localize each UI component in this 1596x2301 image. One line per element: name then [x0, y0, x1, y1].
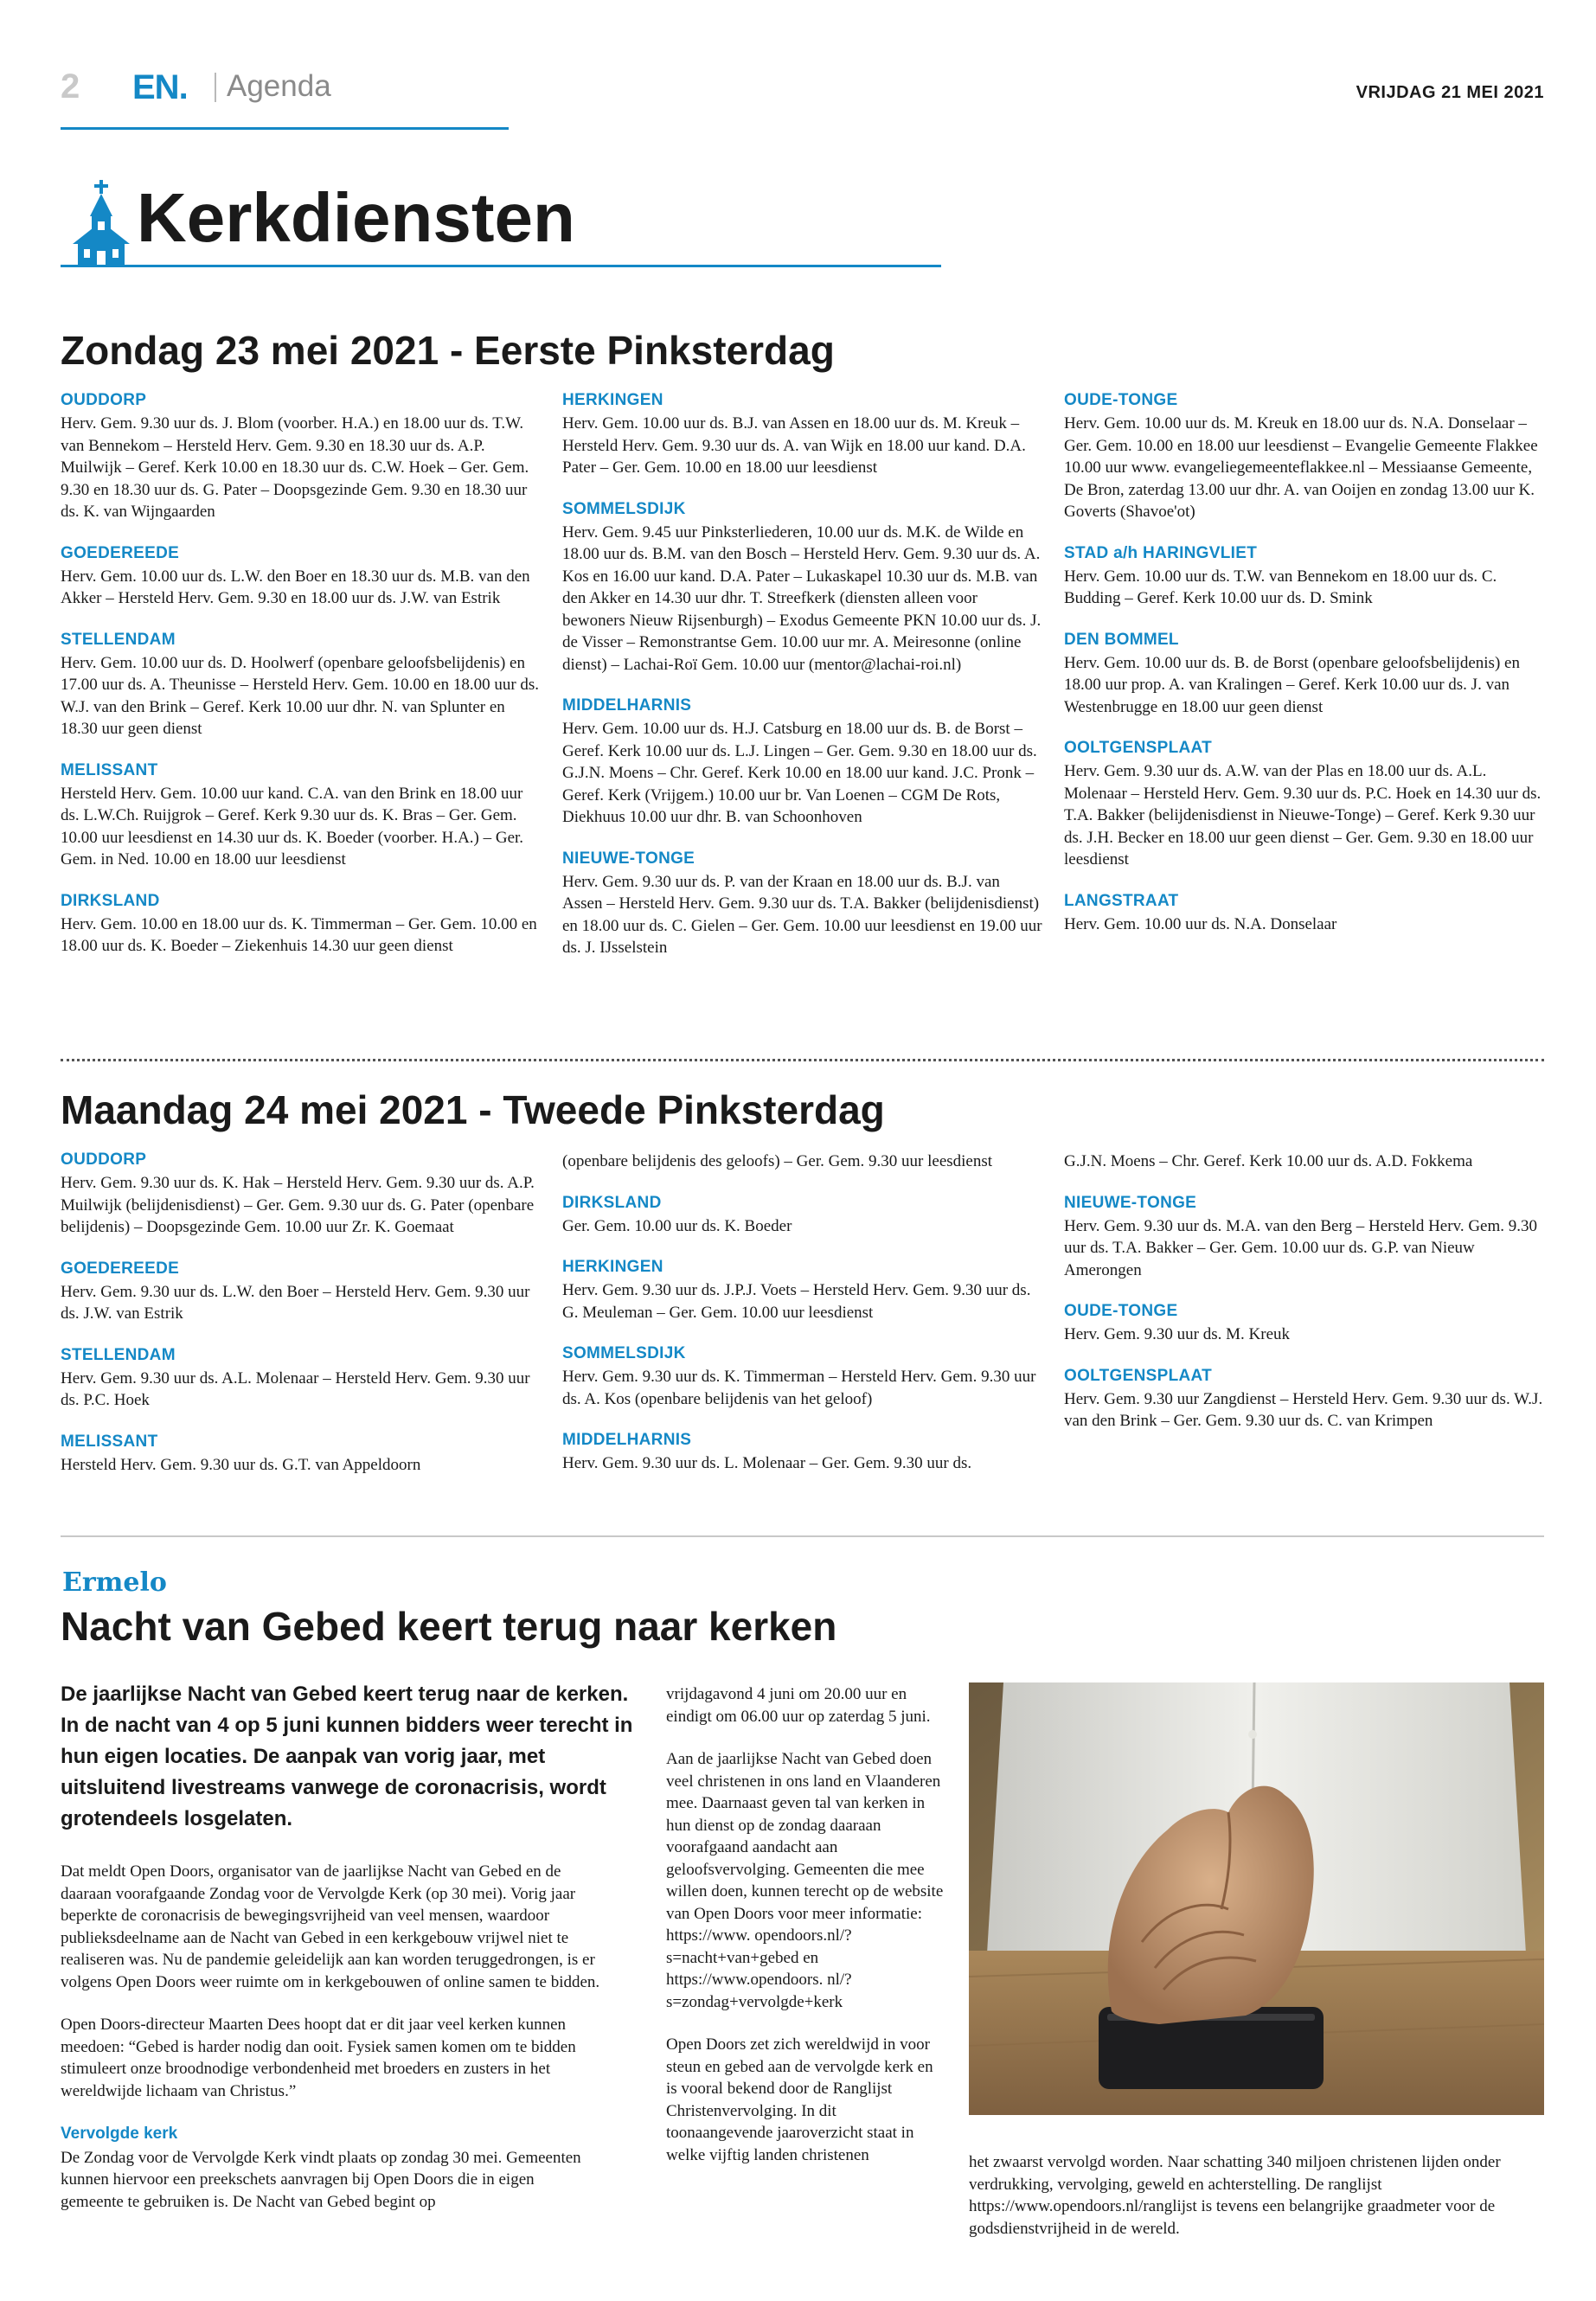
article-column-3: het zwaarst vervolgd worden. Naar schatting 340 miljoen christenen lijden onder verdrukking, vervolging, geweld en achterstelling. De ranglijst https://www.opendoors.nl/ranglijst is tevens een belangrijke graadmeter voor de godsdienstvrijheid in de wereld. — [969, 2153, 1501, 2238]
service-text: Herv. Gem. 10.00 uur ds. L.W. den Boer en 18.30 uur ds. M.B. van den Akker – Hersteld Herv. Gem. 9.30 en 18.00 uur ds. J.W. van Estrik — [61, 567, 530, 607]
service-text: Herv. Gem. 9.30 uur ds. A.L. Molenaar – Hersteld Herv. Gem. 9.30 uur ds. P.C. Hoek — [61, 1368, 530, 1409]
service-entry — [61, 1259, 541, 1325]
service-text: Herv. Gem. 10.00 uur ds. T.W. van Bennekom en 18.00 uur ds. C. Budding – Geref. Kerk 10.00 uur ds. D. Smink — [1064, 567, 1497, 607]
article-paragraph: Aan de jaarlijkse Nacht van Gebed doen veel christenen in ons land en Vlaanderen mee. Daarnaast geven tal van kerken in hun dienst op de zondag daaraan voorafgaand aandacht aan geloofsvervolging. Gemeenten die mee willen doen, kunnen terecht op de website van Open Doors voor meer informatie: https://www. opendoors.nl/?s=nacht+van+gebed en https://www.opendoors. nl/?s=zondag+vervolgde+kerk — [666, 1750, 944, 2011]
issue-date: VRIJDAG 21 MEI 2021 — [1356, 83, 1544, 102]
section-label: Agenda — [227, 69, 331, 103]
service-text: Herv. Gem. 10.00 en 18.00 uur ds. K. Timmerman – Ger. Gem. 10.00 en 18.00 uur ds. K. Boeder – Ziekenhuis 14.30 uur geen dienst — [61, 914, 537, 955]
service-text: Herv. Gem. 10.00 uur ds. N.A. Donselaar — [1064, 914, 1337, 933]
service-entry — [562, 500, 1042, 676]
place-name: MELISSANT — [61, 1432, 158, 1451]
service-text: (openbare belijdenis des geloofs) – Ger. Gem. 9.30 uur leesdienst — [562, 1152, 993, 1170]
monday-heading: Maandag 24 mei 2021 - Tweede Pinksterdag — [61, 1087, 885, 1132]
service-entry — [562, 696, 1042, 829]
place-name: MIDDELHARNIS — [562, 696, 692, 715]
article-subheading: Vervolgde kerk — [61, 2125, 178, 2143]
service-entry — [1064, 391, 1544, 523]
place-name: GOEDEREEDE — [61, 543, 180, 562]
header-rule — [61, 127, 509, 130]
sunday-column-1 — [61, 391, 541, 978]
place-name: NIEUWE-TONGE — [1064, 1193, 1197, 1212]
service-entry — [1064, 892, 1544, 936]
place-name: STELLENDAM — [61, 1345, 176, 1364]
article-column-2 — [666, 1683, 945, 2187]
service-entry — [562, 849, 1042, 959]
place-name: SOMMELSDIJK — [562, 1344, 686, 1362]
monday-column-1 — [61, 1150, 541, 1497]
service-text: Herv. Gem. 10.00 uur ds. M. Kreuk en 18.00 uur ds. N.A. Donselaar – Ger. Gem. 10.00 en 18.00 uur leesdienst – Evangelie Gemeente Flakkee 10.00 uur www. evangeliegemeenteflakkee.nl – Messiaanse Gemeente, De Bron, zaterdag 13.00 uur dhr. A. van Ooijen en zondag 13.00 uur K. Goverts (Shavoe'ot) — [1064, 414, 1538, 521]
service-entry — [61, 631, 541, 740]
service-entry — [1064, 1302, 1544, 1346]
place-name: MELISSANT — [61, 760, 158, 779]
place-name: STELLENDAM — [61, 630, 176, 649]
article-column-1 — [61, 1861, 601, 2234]
service-entry — [61, 761, 541, 871]
service-entry — [61, 391, 541, 523]
monday-column-2 — [562, 1150, 1042, 1496]
place-name: NIEUWE-TONGE — [562, 849, 695, 868]
article-paragraph: Dat meldt Open Doors, organisator van de jaarlijkse Nacht van Gebed en de daaraan voorafgaande Zondag voor de Vervolgde Kerk (op 30 mei). Vorig jaar beperkte de coronacrisis de bewegingsvrijheid van veel mensen, waardoor publieksdeelname aan de Nacht van Gebed in een kerkgebouw vrijwel niet te realiseren was. Nu de pandemie geleidelijk aan kan worden teruggedrongen, is er volgens Open Doors weer ruimte om in kerkgebouwen of online samen te bidden. — [61, 1862, 600, 1991]
sunday-column-3 — [1064, 391, 1544, 956]
service-text: Herv. Gem. 10.00 uur ds. B.J. van Assen en 18.00 uur ds. M. Kreuk – Hersteld Herv. Gem. 9.30 uur ds. A. van Wijk en 18.00 uur kand. D.A. Pater – Ger. Gem. 10.00 en 18.00 uur leesdienst — [562, 414, 1026, 477]
service-entry — [1064, 1367, 1544, 1433]
service-text: Herv. Gem. 9.30 uur ds. P. van der Kraan en 18.00 uur ds. B.J. van Assen – Hersteld Herv. Gem. 9.30 uur ds. T.A. Bakker (belijdenisdienst) en 18.00 uur ds. C. Gielen – Ger. Gem. 10.00 uur leesdienst en 19.00 uur ds. J. IJsselstein — [562, 872, 1042, 957]
place-name: DIRKSLAND — [562, 1193, 662, 1212]
place-name: OUDDORP — [61, 391, 147, 409]
service-entry — [562, 1150, 1042, 1173]
service-entry — [61, 544, 541, 610]
sunday-column-2 — [562, 391, 1042, 980]
place-name: STAD a/h HARINGVLIET — [1064, 543, 1258, 562]
place-name: DIRKSLAND — [61, 891, 160, 910]
article-divider — [61, 1535, 1544, 1537]
article-paragraph: Open Doors-directeur Maarten Dees hoopt dat er dit jaar veel kerken kunnen meedoen: “Gebed is harder nodig dan ooit. Fysiek samen komen om te bidden stimuleert onze broodnodige verbondenheid met broeders en zusters in het wereldwijde lichaam van Christus.” — [61, 2016, 576, 2100]
article-paragraph: De Zondag voor de Vervolgde Kerk vindt plaats op zondag 30 mei. Gemeenten kunnen hiervoor een preekschets aanvragen bij Open Doors die in eigen gemeente te gebruiken is. De Nacht van Gebed begint op — [61, 2148, 581, 2211]
service-entry — [61, 1346, 541, 1412]
header-separator — [215, 73, 216, 102]
title-rule — [61, 265, 941, 267]
service-text: Herv. Gem. 9.30 uur ds. A.W. van der Plas en 18.00 uur ds. A.L. Molenaar – Hersteld Herv. Gem. 9.30 uur ds. P.C. Hoek en 14.30 uur ds. T.A. Bakker (belijdenisdienst in Nieuwe-Tonge) – Geref. Kerk 9.30 uur ds. J.H. Becker en 18.00 uur geen dienst – Ger. Gem. 9.30 en 18.00 uur leesdienst — [1064, 762, 1542, 868]
brand-logo: EN. — [132, 68, 188, 106]
article-headline: Nacht van Gebed keert terug naar kerken — [61, 1604, 837, 1649]
praying-hands-photo — [969, 1682, 1544, 2115]
page-title: Kerkdiensten — [137, 179, 575, 256]
page-number: 2 — [61, 67, 80, 106]
sunday-heading: Zondag 23 mei 2021 - Eerste Pinksterdag — [61, 328, 835, 373]
service-entry — [1064, 1150, 1544, 1173]
service-entry — [562, 391, 1042, 479]
service-text: Herv. Gem. 10.00 uur ds. B. de Borst (openbare geloofsbelijdenis) en 18.00 uur prop. A. van Kralingen – Geref. Kerk 10.00 uur ds. J. van Westenbrugge en 18.00 uur geen dienst — [1064, 653, 1520, 716]
church-icon — [71, 180, 131, 270]
service-entry — [562, 1194, 1042, 1238]
monday-column-3 — [1064, 1150, 1544, 1453]
service-entry — [562, 1258, 1042, 1324]
service-entry — [1064, 1194, 1544, 1282]
service-entry — [1064, 544, 1544, 610]
place-name: OUDDORP — [61, 1150, 147, 1169]
service-entry — [61, 1150, 541, 1239]
place-name: MIDDELHARNIS — [562, 1431, 692, 1449]
place-name: OOLTGENSPLAAT — [1064, 739, 1213, 757]
place-name: SOMMELSDIJK — [562, 499, 686, 518]
service-text: Herv. Gem. 9.30 uur ds. J. Blom (voorber. H.A.) en 18.00 uur ds. T.W. van Bennekom – Hersteld Herv. Gem. 9.30 en 18.30 uur ds. A.P. Muilwijk – Geref. Kerk 10.00 en 18.30 uur ds. C.W. Hoek – Ger. Gem. 9.30 en 18.30 uur ds. G. Pater – Doopsgezinde Gem. 9.30 en 18.30 uur ds. K. van Wijngaarden — [61, 414, 529, 521]
dotted-divider — [61, 1059, 1544, 1061]
service-text: Hersteld Herv. Gem. 10.00 uur kand. C.A. van den Brink en 18.00 uur ds. L.W.Ch. Ruijgrok – Geref. Kerk 9.30 uur ds. K. Bras – Ger. Gem. 10.00 uur leesdienst en 14.30 uur ds. K. Boeder (voorber. H.A.) – Ger. Gem. in Ned. 10.00 en 18.00 uur leesdienst — [61, 784, 524, 868]
service-text: Herv. Gem. 9.30 uur ds. L.W. den Boer – Hersteld Herv. Gem. 9.30 uur ds. J.W. van Estrik — [61, 1282, 530, 1323]
article-lead: De jaarlijkse Nacht van Gebed keert terug naar de kerken. In de nacht van 4 op 5 juni kunnen bidders weer terecht in hun eigen locaties. De aanpak van vorig jaar, met uitsluitend livestreams vanwege de coronacrisis, wordt grotendeels losgelaten. — [61, 1682, 633, 1830]
service-text: Herv. Gem. 9.30 uur Zangdienst – Hersteld Herv. Gem. 9.30 uur ds. W.J. van den Brink – Ger. Gem. 9.30 uur ds. C. van Krimpen — [1064, 1389, 1543, 1430]
place-name: GOEDEREEDE — [61, 1259, 180, 1278]
service-text: Hersteld Herv. Gem. 9.30 uur ds. G.T. van Appeldoorn — [61, 1455, 421, 1474]
service-text: Ger. Gem. 10.00 uur ds. K. Boeder — [562, 1216, 792, 1235]
article-kicker: Ermelo — [62, 1567, 167, 1598]
service-text: Herv. Gem. 9.30 uur ds. M.A. van den Berg – Hersteld Herv. Gem. 9.30 uur ds. T.A. Bakker – Ger. Gem. 10.00 uur ds. G.P. van Nieuw Amerongen — [1064, 1216, 1538, 1279]
place-name: OOLTGENSPLAAT — [1064, 1366, 1213, 1385]
service-entry — [1064, 739, 1544, 871]
service-text: Herv. Gem. 9.45 uur Pinksterliederen, 10.00 uur ds. M.K. de Wilde en 18.00 uur ds. B.M. van den Bosch – Hersteld Herv. Gem. 9.30 uur ds. A. Kos en 16.00 uur kand. D.A. Pater – Lukaskapel 10.30 uur ds. M.B. van den Akker en 14.30 uur dhr. T. Streefkerk (diensten alleen voor bewoners Nieuw Rijsenburgh) – Exodus Gemeente PKN 10.00 uur ds. J. de Visser – Remonstrantse Gem. 10.00 uur mr. A. Meiresonne (online dienst) – Lachai-Roï Gem. 10.00 uur (mentor@lachai-roi.nl) — [562, 522, 1042, 674]
service-text: Herv. Gem. 9.30 uur ds. M. Kreuk — [1064, 1325, 1291, 1343]
place-name: HERKINGEN — [562, 1258, 663, 1276]
place-name: OUDE-TONGE — [1064, 391, 1178, 409]
service-text: Herv. Gem. 9.30 uur ds. K. Hak – Hersteld Herv. Gem. 9.30 uur ds. A.P. Muilwijk (belijdenisdienst) – Ger. Gem. 9.30 uur ds. G. Pater (openbare belijdenis) – Doopsgezinde Gem. 10.00 uur Zr. K. Goemaat — [61, 1174, 535, 1236]
service-entry — [61, 1433, 541, 1477]
article-paragraph: Open Doors zet zich wereldwijd in voor steun en gebed aan de vervolgde kerk en is vooral bekend door de Ranglijst Christenvervolging. In dit toonaangevende jaaroverzicht staat in welke vijftig landen christenen — [666, 2035, 933, 2164]
service-entry — [562, 1344, 1042, 1410]
service-text: G.J.N. Moens – Chr. Geref. Kerk 10.00 uur ds. A.D. Fokkema — [1064, 1152, 1473, 1170]
service-text: Herv. Gem. 10.00 uur ds. D. Hoolwerf (openbare geloofsbelijdenis) en 17.00 uur ds. A. Theunisse – Hersteld Herv. Gem. 10.00 en 18.00 uur ds. W.J. van den Brink – Geref. Kerk 10.00 uur dhr. N. van Splunter en 18.30 uur geen dienst — [61, 653, 540, 738]
place-name: LANGSTRAAT — [1064, 891, 1179, 910]
service-text: Herv. Gem. 9.30 uur ds. L. Molenaar – Ger. Gem. 9.30 uur ds. — [562, 1454, 972, 1472]
service-entry — [1064, 631, 1544, 719]
service-text: Herv. Gem. 10.00 uur ds. H.J. Catsburg en 18.00 uur ds. B. de Borst – Geref. Kerk 10.00 uur ds. L.J. Lingen – Ger. Gem. 9.30 en 18.00 uur ds. G.J.N. Moens – Chr. Geref. Kerk 10.00 en 18.00 uur kand. J.C. Pronk – Geref. Kerk (Vrijgem.) 10.00 uur br. Van Loenen – CGM De Rots, Diekhuus 10.00 uur dhr. B. van Schoonhoven — [562, 720, 1037, 826]
service-text: Herv. Gem. 9.30 uur ds. J.P.J. Voets – Hersteld Herv. Gem. 9.30 uur ds. G. Meuleman – Ger. Gem. 10.00 uur leesdienst — [562, 1281, 1031, 1322]
service-entry — [61, 892, 541, 958]
place-name: DEN BOMMEL — [1064, 630, 1179, 649]
service-text: Herv. Gem. 9.30 uur ds. K. Timmerman – Hersteld Herv. Gem. 9.30 uur ds. A. Kos (openbare belijdenis van het geloof) — [562, 1368, 1036, 1408]
article-paragraph: vrijdagavond 4 juni om 20.00 uur en eindigt om 06.00 uur op zaterdag 5 juni. — [666, 1685, 931, 1726]
service-entry — [562, 1431, 1042, 1475]
place-name: HERKINGEN — [562, 391, 663, 409]
place-name: OUDE-TONGE — [1064, 1302, 1178, 1320]
